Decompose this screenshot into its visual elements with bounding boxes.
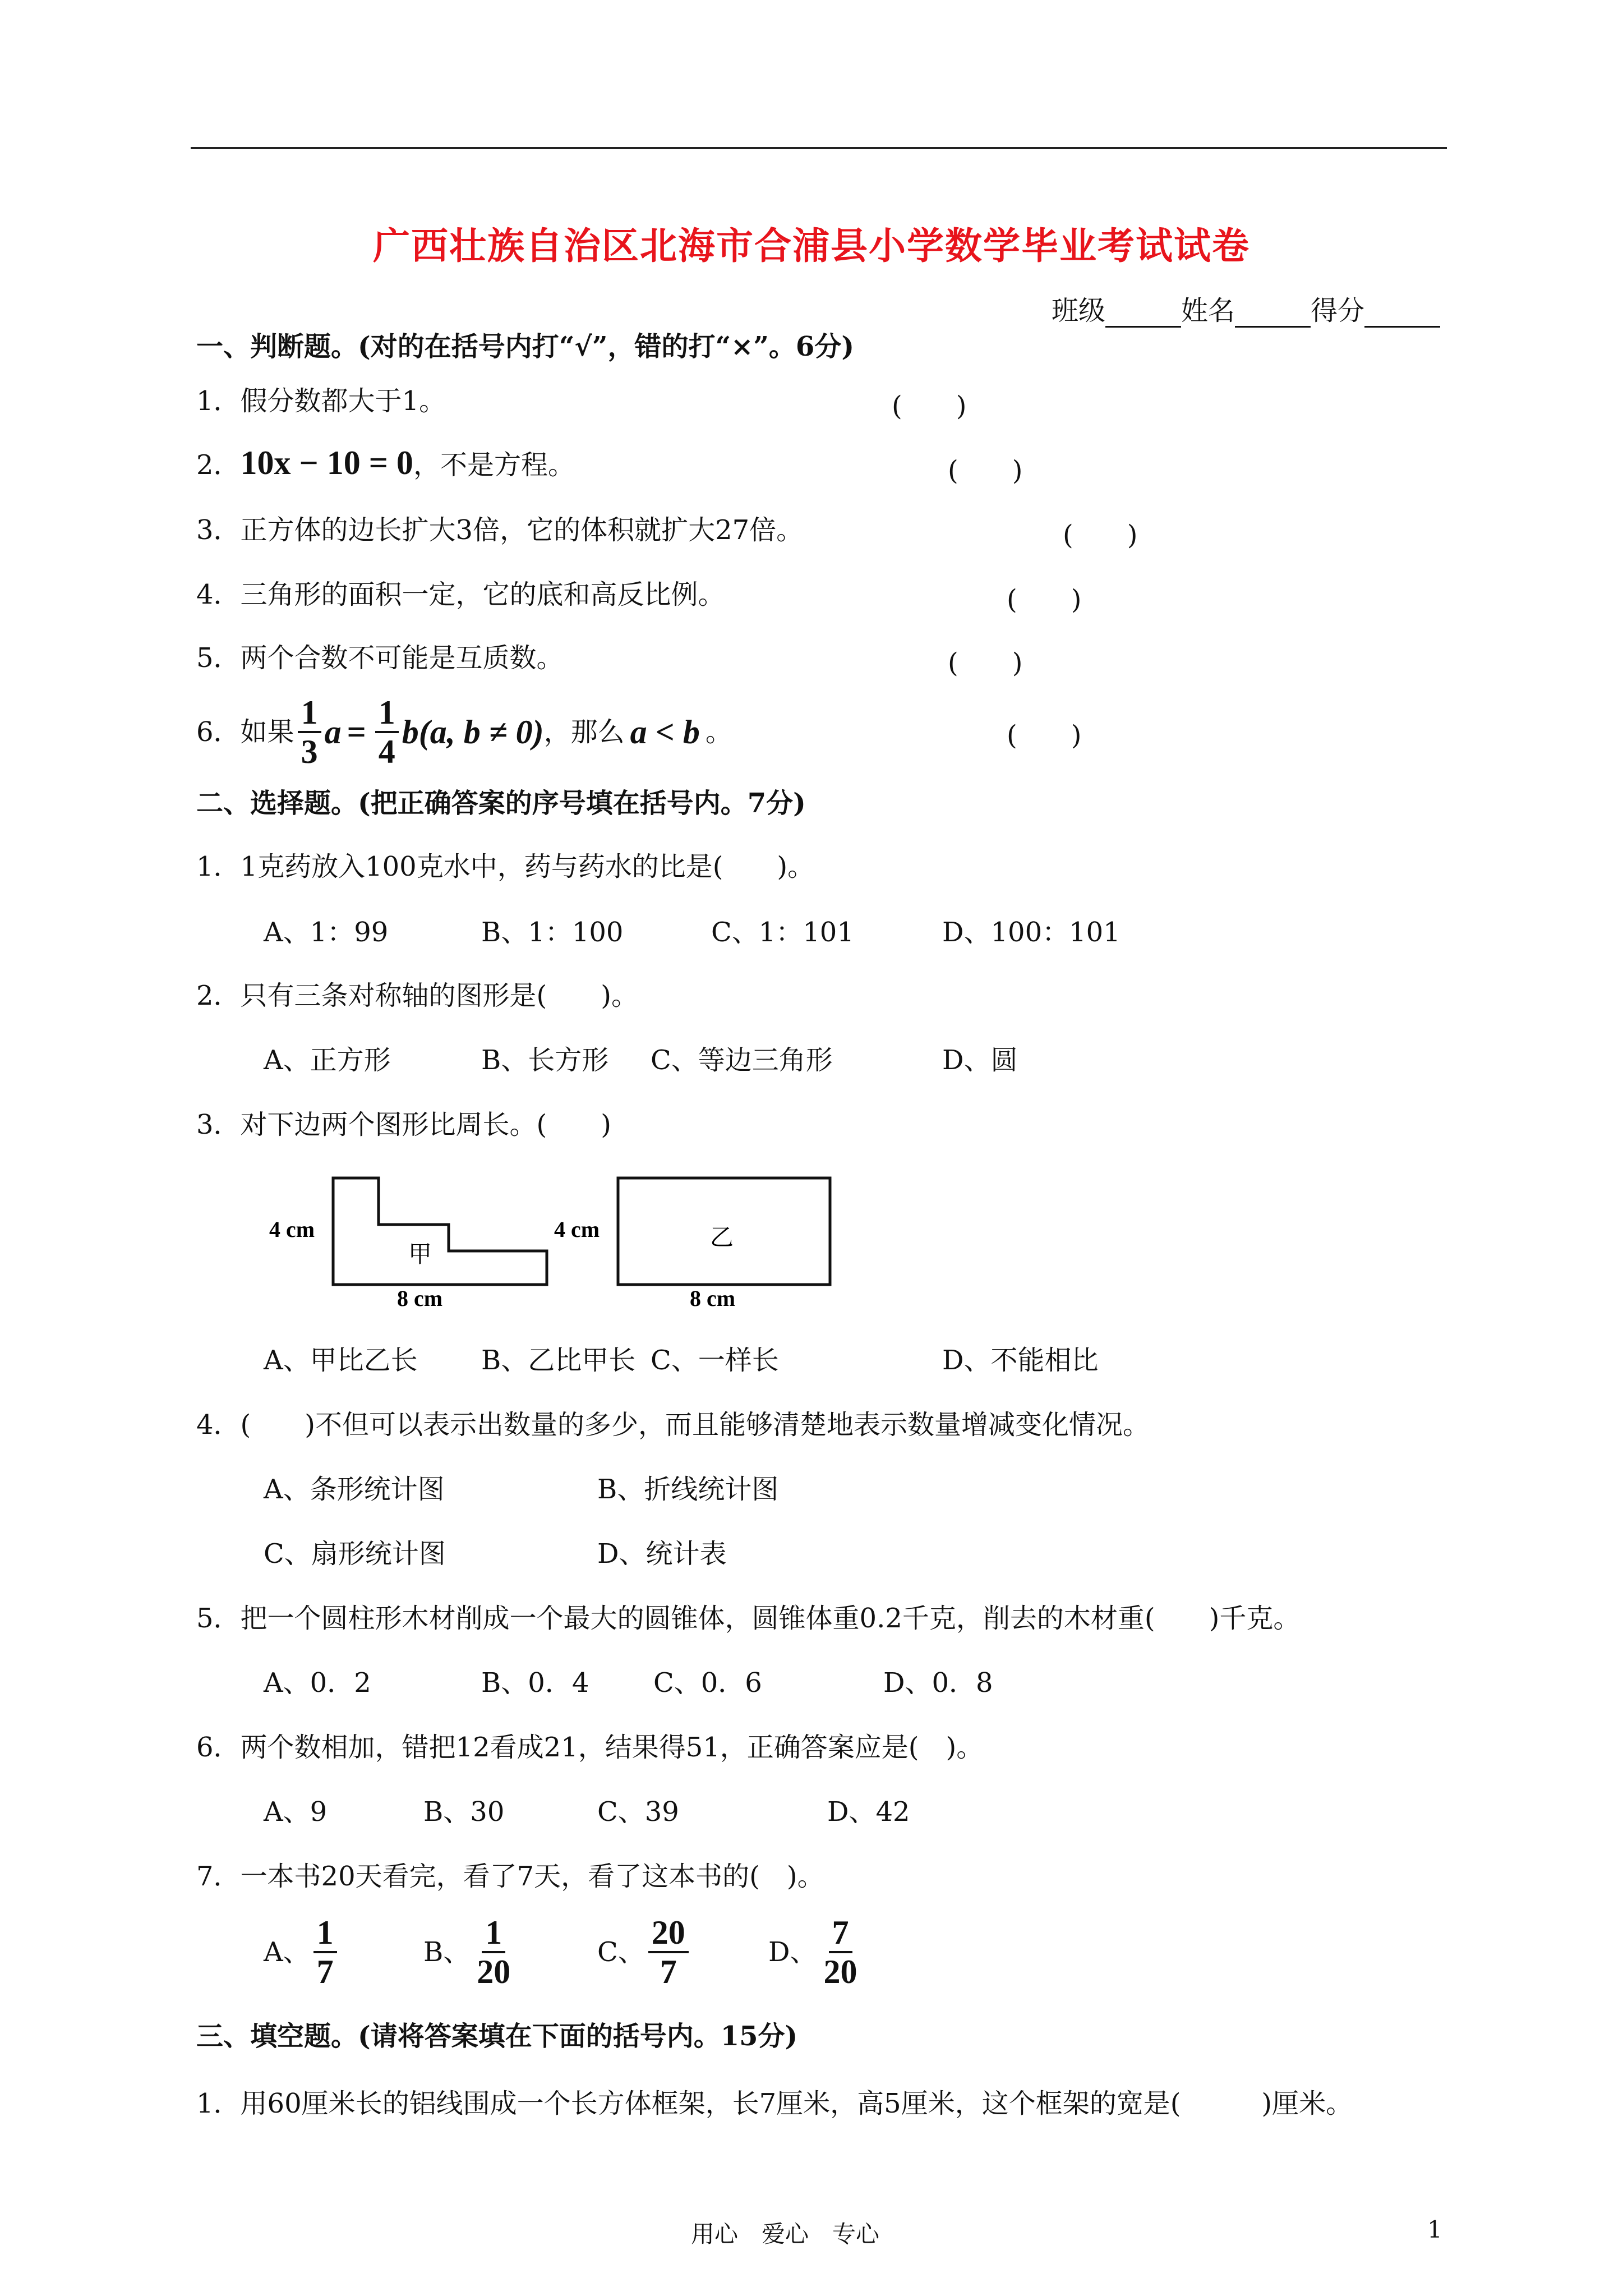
option-fraction: $\frac{1}{7}$ — [313, 1914, 337, 1990]
s2-q5[interactable]: 5．把一个圆柱形木材削成一个最大的圆锥体，圆锥体重0.2千克，削去的木材重( )千克。 — [196, 1603, 1301, 1634]
option-b[interactable]: B、0．4 — [481, 1667, 589, 1699]
option-b[interactable] — [423, 1907, 517, 1997]
option-d[interactable]: D、统计表 — [597, 1538, 727, 1570]
page-number: 1 — [1427, 2216, 1442, 2243]
figure-jia-outline — [333, 1178, 547, 1285]
s2-q4-options-row1 — [0, 1473, 1623, 1506]
s1-q2-answer[interactable]: ( ) — [948, 455, 1023, 486]
fraction-one-fourth: $\frac{1}{4}$ — [375, 694, 399, 770]
section3-heading: 三、填空题。(请将答案填在下面的括号内。15分) — [196, 2021, 798, 2052]
option-fraction: $\frac{7}{20}$ — [823, 1914, 857, 1990]
option-label: C、 — [597, 1936, 645, 1968]
score-blank[interactable] — [1364, 301, 1440, 328]
figure-yi-height-label: 4 cm — [554, 1217, 600, 1242]
s1-q5-answer[interactable]: ( ) — [948, 647, 1023, 679]
inequality: a < b — [630, 714, 700, 751]
class-label: 班级 — [1052, 295, 1106, 326]
s3-q1[interactable]: 1．用60厘米长的铝线围成一个长方体框架，长7厘米，高5厘米，这个框架的宽是( )厘米。 — [196, 2088, 1353, 2119]
class-blank[interactable] — [1105, 301, 1181, 328]
fraction-one-third: $\frac{1}{3}$ — [298, 694, 321, 770]
option-a[interactable]: A、9 — [264, 1796, 328, 1828]
header-rule — [191, 147, 1447, 149]
question-text: 三角形的面积一定，它的底和高反比例。 — [240, 579, 725, 610]
q-number: 1． — [196, 385, 241, 417]
option-a[interactable]: A、0．2 — [264, 1667, 371, 1699]
option-b[interactable]: B、折线统计图 — [597, 1474, 779, 1505]
option-d[interactable]: D、42 — [827, 1796, 910, 1828]
s1-q6-answer[interactable]: ( ) — [1007, 720, 1082, 751]
option-label: A、 — [264, 1936, 310, 1968]
s2-q4-options-row2 — [0, 1537, 1623, 1571]
s2-q1[interactable]: 1．1克药放入100克水中，药与药水的比是( )。 — [196, 851, 815, 882]
q-number: 4． — [196, 579, 241, 610]
option-c[interactable]: C、39 — [597, 1796, 679, 1828]
option-label: B、 — [423, 1936, 471, 1968]
s2-q5-options — [0, 1666, 1623, 1700]
option-c[interactable]: C、扇形统计图 — [264, 1538, 446, 1570]
option-c[interactable]: C、1：101 — [711, 917, 854, 948]
option-d[interactable]: D、100：101 — [942, 917, 1121, 948]
student-info-line — [1052, 289, 1440, 328]
s1-q6 — [196, 693, 732, 771]
option-fraction: $\frac{1}{20}$ — [477, 1914, 511, 1990]
s2-q6-options — [0, 1795, 1623, 1829]
s1-q2 — [196, 446, 575, 482]
option-b[interactable]: B、乙比甲长 — [481, 1345, 636, 1376]
s1-q4 — [196, 578, 725, 611]
question-text: ，那么 — [543, 716, 625, 748]
figure-jia-width-label: 8 cm — [397, 1286, 443, 1311]
s1-q3-answer[interactable]: ( ) — [1063, 519, 1138, 551]
question-text: 两个合数不可能是互质数。 — [240, 642, 564, 674]
footer-motto: 用心 爱心 专心 — [691, 2220, 880, 2248]
option-d[interactable] — [768, 1907, 864, 1997]
equals-sign: = — [347, 714, 366, 751]
option-b[interactable]: B、1：100 — [481, 917, 624, 948]
period: 。 — [705, 716, 732, 748]
condition: b(a, b ≠ 0) — [402, 714, 544, 751]
figure-yi-width-label: 8 cm — [690, 1286, 736, 1311]
perimeter-figures — [264, 1167, 880, 1318]
s1-q4-answer[interactable]: ( ) — [1007, 584, 1082, 615]
s2-q3-options — [0, 1343, 1623, 1377]
figure-jia-height-label: 4 cm — [269, 1217, 315, 1242]
s1-q3 — [196, 513, 803, 547]
option-label: D、 — [768, 1936, 817, 1968]
s1-q1 — [196, 384, 446, 418]
s2-q2-options — [0, 1043, 1623, 1077]
s2-q7[interactable]: 7．一本书20天看完，看了7天，看了这本书的( )。 — [196, 1861, 824, 1892]
q-number: 6． — [196, 716, 241, 748]
option-a[interactable]: A、1：99 — [264, 917, 389, 948]
option-a[interactable]: A、甲比乙长 — [264, 1345, 418, 1376]
option-c[interactable]: C、0．6 — [653, 1667, 762, 1699]
option-a[interactable]: A、条形统计图 — [264, 1474, 445, 1505]
s2-q7-options — [0, 1907, 1623, 1997]
option-d[interactable]: D、圆 — [942, 1045, 1018, 1076]
option-b[interactable]: B、长方形 — [481, 1045, 609, 1076]
s1-q5 — [196, 641, 564, 675]
option-c[interactable] — [597, 1907, 692, 1997]
score-label: 得分 — [1311, 295, 1365, 326]
option-a[interactable] — [264, 1907, 340, 1997]
option-c[interactable]: C、等边三角形 — [651, 1045, 833, 1076]
var-a: a — [324, 714, 342, 751]
page-title: 广西壮族自治区北海市合浦县小学数学毕业考试试卷 — [373, 224, 1250, 268]
q-number: 5． — [196, 642, 241, 674]
option-d[interactable]: D、不能相比 — [942, 1345, 1099, 1376]
s2-q4[interactable]: 4．( )不但可以表示出数量的多少，而且能够清楚地表示数量增减变化情况。 — [196, 1409, 1150, 1441]
question-text: 假分数都大于1。 — [240, 385, 446, 417]
name-label: 姓名 — [1181, 295, 1235, 326]
figure-yi-name: 乙 — [710, 1223, 734, 1251]
section2-heading: 二、选择题。(把正确答案的序号填在括号内。7分) — [196, 788, 806, 819]
option-d[interactable]: D、0．8 — [883, 1667, 993, 1699]
s2-q2[interactable]: 2．只有三条对称轴的图形是( )。 — [196, 980, 638, 1011]
question-text: 如果 — [240, 716, 294, 748]
s2-q3[interactable]: 3．对下边两个图形比周长。( ) — [196, 1109, 611, 1140]
q-number: 2． — [196, 449, 241, 481]
question-text: ，不是方程。 — [413, 449, 575, 481]
option-fraction: $\frac{20}{7}$ — [648, 1914, 689, 1990]
q-number: 3． — [196, 514, 241, 546]
s1-q1-answer[interactable]: ( ) — [892, 390, 967, 422]
option-a[interactable]: A、正方形 — [264, 1045, 391, 1076]
option-c[interactable]: C、一样长 — [651, 1345, 779, 1376]
figure-jia-name: 甲 — [408, 1240, 432, 1268]
question-text: 正方体的边长扩大3倍，它的体积就扩大27倍。 — [240, 514, 804, 546]
option-b[interactable]: B、30 — [423, 1796, 505, 1828]
equation: 10x − 10 = 0 — [240, 444, 413, 481]
s2-q6[interactable]: 6．两个数相加，错把12看成21，结果得51，正确答案应是( )。 — [196, 1732, 984, 1763]
section1-heading: 一、判断题。(对的在括号内打“√”，错的打“×”。6分) — [196, 331, 855, 362]
s2-q1-options — [0, 915, 1623, 949]
name-blank[interactable] — [1235, 301, 1311, 328]
